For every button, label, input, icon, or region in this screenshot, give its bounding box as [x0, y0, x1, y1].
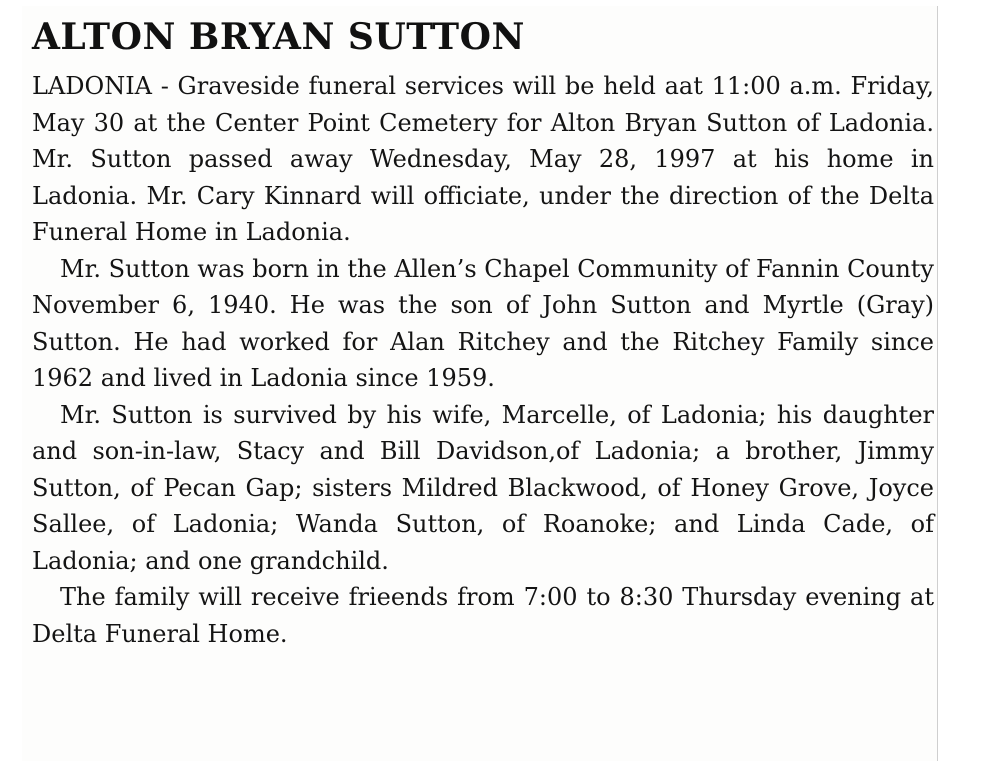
paragraph-visitation: The family will receive frieends from 7:00 to 8:30 Thursday evening at Delta Funeral Home. [32, 583, 934, 648]
paragraph-biography: Mr. Sutton was born in the Allen’s Chapel Community of Fannin County November 6, 1940. He was the son of John Sutton and Myrtle (Gray) Sutton. He had worked for Alan Ritchey and the Ritchey Family since 1962 and lived in Ladonia since 1959. [32, 254, 934, 392]
paragraph-survivors: Mr. Sutton is survived by his wife, Marcelle, of Ladonia; his daughter and son-in-law, Stacy and Bill Davidson,of Ladonia; a brother, Jimmy Sutton, of Pecan Gap; sisters Mildred Blackwood, of Honey Grove, Joyce Sallee, of Ladonia; Wanda Sutton, of Roanoke; and Linda Cade, of Ladonia; and one grandchild. [32, 400, 934, 575]
obituary-headline: ALTON BRYAN SUTTON [32, 16, 525, 58]
obituary-clipping [22, 6, 938, 761]
obituary-body [32, 68, 934, 652]
paragraph-services: LADONIA - Graveside funeral services will be held aat 11:00 a.m. Friday, May 30 at the Center Point Cemetery for Alton Bryan Sutton of Ladonia. Mr. Sutton passed away Wednesday, May 28, 1997 at his home in Ladonia. Mr. Cary Kinnard will officiate, under the direction of the Delta Funeral Home in Ladonia. [32, 72, 934, 246]
